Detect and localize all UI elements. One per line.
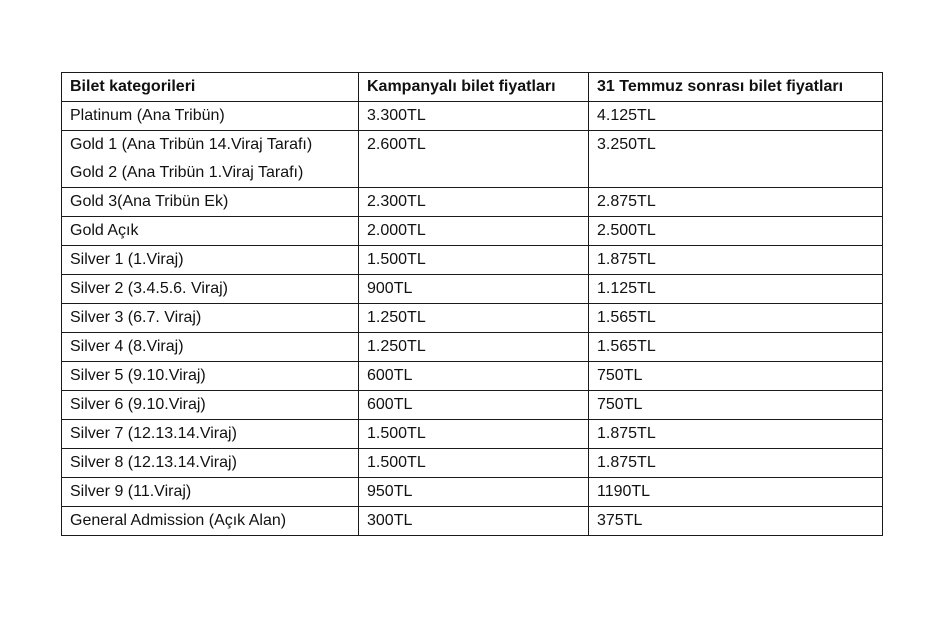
header-after-price: 31 Temmuz sonrası bilet fiyatları xyxy=(589,73,883,102)
table-row xyxy=(62,507,883,536)
category-cell: Silver 3 (6.7. Viraj) xyxy=(62,304,359,333)
category-cell: Gold Açık xyxy=(62,217,359,246)
table-row xyxy=(62,131,883,160)
campaign-price-cell: 900TL xyxy=(359,275,589,304)
after-price-cell: 750TL xyxy=(589,362,883,391)
table-row xyxy=(62,333,883,362)
table-row xyxy=(62,478,883,507)
after-price-cell: 1190TL xyxy=(589,478,883,507)
ticket-price-table xyxy=(61,72,883,536)
after-price-cell: 1.565TL xyxy=(589,304,883,333)
table-row xyxy=(62,275,883,304)
campaign-price-cell: 2.600TL xyxy=(359,131,589,188)
campaign-price-cell: 600TL xyxy=(359,362,589,391)
category-cell: Gold 3(Ana Tribün Ek) xyxy=(62,188,359,217)
after-price-cell: 4.125TL xyxy=(589,102,883,131)
table-row xyxy=(62,391,883,420)
campaign-price-cell: 600TL xyxy=(359,391,589,420)
category-cell: Silver 5 (9.10.Viraj) xyxy=(62,362,359,391)
category-cell: Silver 4 (8.Viraj) xyxy=(62,333,359,362)
table-row xyxy=(62,217,883,246)
after-price-cell: 2.500TL xyxy=(589,217,883,246)
after-price-cell: 750TL xyxy=(589,391,883,420)
after-price-cell: 1.125TL xyxy=(589,275,883,304)
campaign-price-cell: 950TL xyxy=(359,478,589,507)
category-cell: Silver 7 (12.13.14.Viraj) xyxy=(62,420,359,449)
campaign-price-cell: 1.500TL xyxy=(359,246,589,275)
header-category: Bilet kategorileri xyxy=(62,73,359,102)
campaign-price-cell: 1.500TL xyxy=(359,449,589,478)
campaign-price-cell: 2.000TL xyxy=(359,217,589,246)
campaign-price-cell: 1.250TL xyxy=(359,304,589,333)
header-campaign-price: Kampanyalı bilet fiyatları xyxy=(359,73,589,102)
after-price-cell: 1.565TL xyxy=(589,333,883,362)
campaign-price-cell: 1.500TL xyxy=(359,420,589,449)
after-price-cell: 3.250TL xyxy=(589,131,883,188)
campaign-price-cell: 300TL xyxy=(359,507,589,536)
table-row xyxy=(62,188,883,217)
campaign-price-cell: 1.250TL xyxy=(359,333,589,362)
table-row xyxy=(62,102,883,131)
category-cell: Silver 6 (9.10.Viraj) xyxy=(62,391,359,420)
campaign-price-cell: 3.300TL xyxy=(359,102,589,131)
table-row xyxy=(62,304,883,333)
category-cell: Gold 2 (Ana Tribün 1.Viraj Tarafı) xyxy=(62,159,359,188)
category-cell: Platinum (Ana Tribün) xyxy=(62,102,359,131)
table-row xyxy=(62,449,883,478)
table-row xyxy=(62,246,883,275)
category-cell: Silver 8 (12.13.14.Viraj) xyxy=(62,449,359,478)
category-cell: Silver 1 (1.Viraj) xyxy=(62,246,359,275)
after-price-cell: 1.875TL xyxy=(589,449,883,478)
category-cell: Gold 1 (Ana Tribün 14.Viraj Tarafı) xyxy=(62,131,359,160)
after-price-cell: 1.875TL xyxy=(589,420,883,449)
after-price-cell: 1.875TL xyxy=(589,246,883,275)
after-price-cell: 375TL xyxy=(589,507,883,536)
category-cell: Silver 9 (11.Viraj) xyxy=(62,478,359,507)
table-row xyxy=(62,362,883,391)
after-price-cell: 2.875TL xyxy=(589,188,883,217)
table-row xyxy=(62,420,883,449)
campaign-price-cell: 2.300TL xyxy=(359,188,589,217)
category-cell: Silver 2 (3.4.5.6. Viraj) xyxy=(62,275,359,304)
table-header-row xyxy=(62,73,883,102)
category-cell: General Admission (Açık Alan) xyxy=(62,507,359,536)
